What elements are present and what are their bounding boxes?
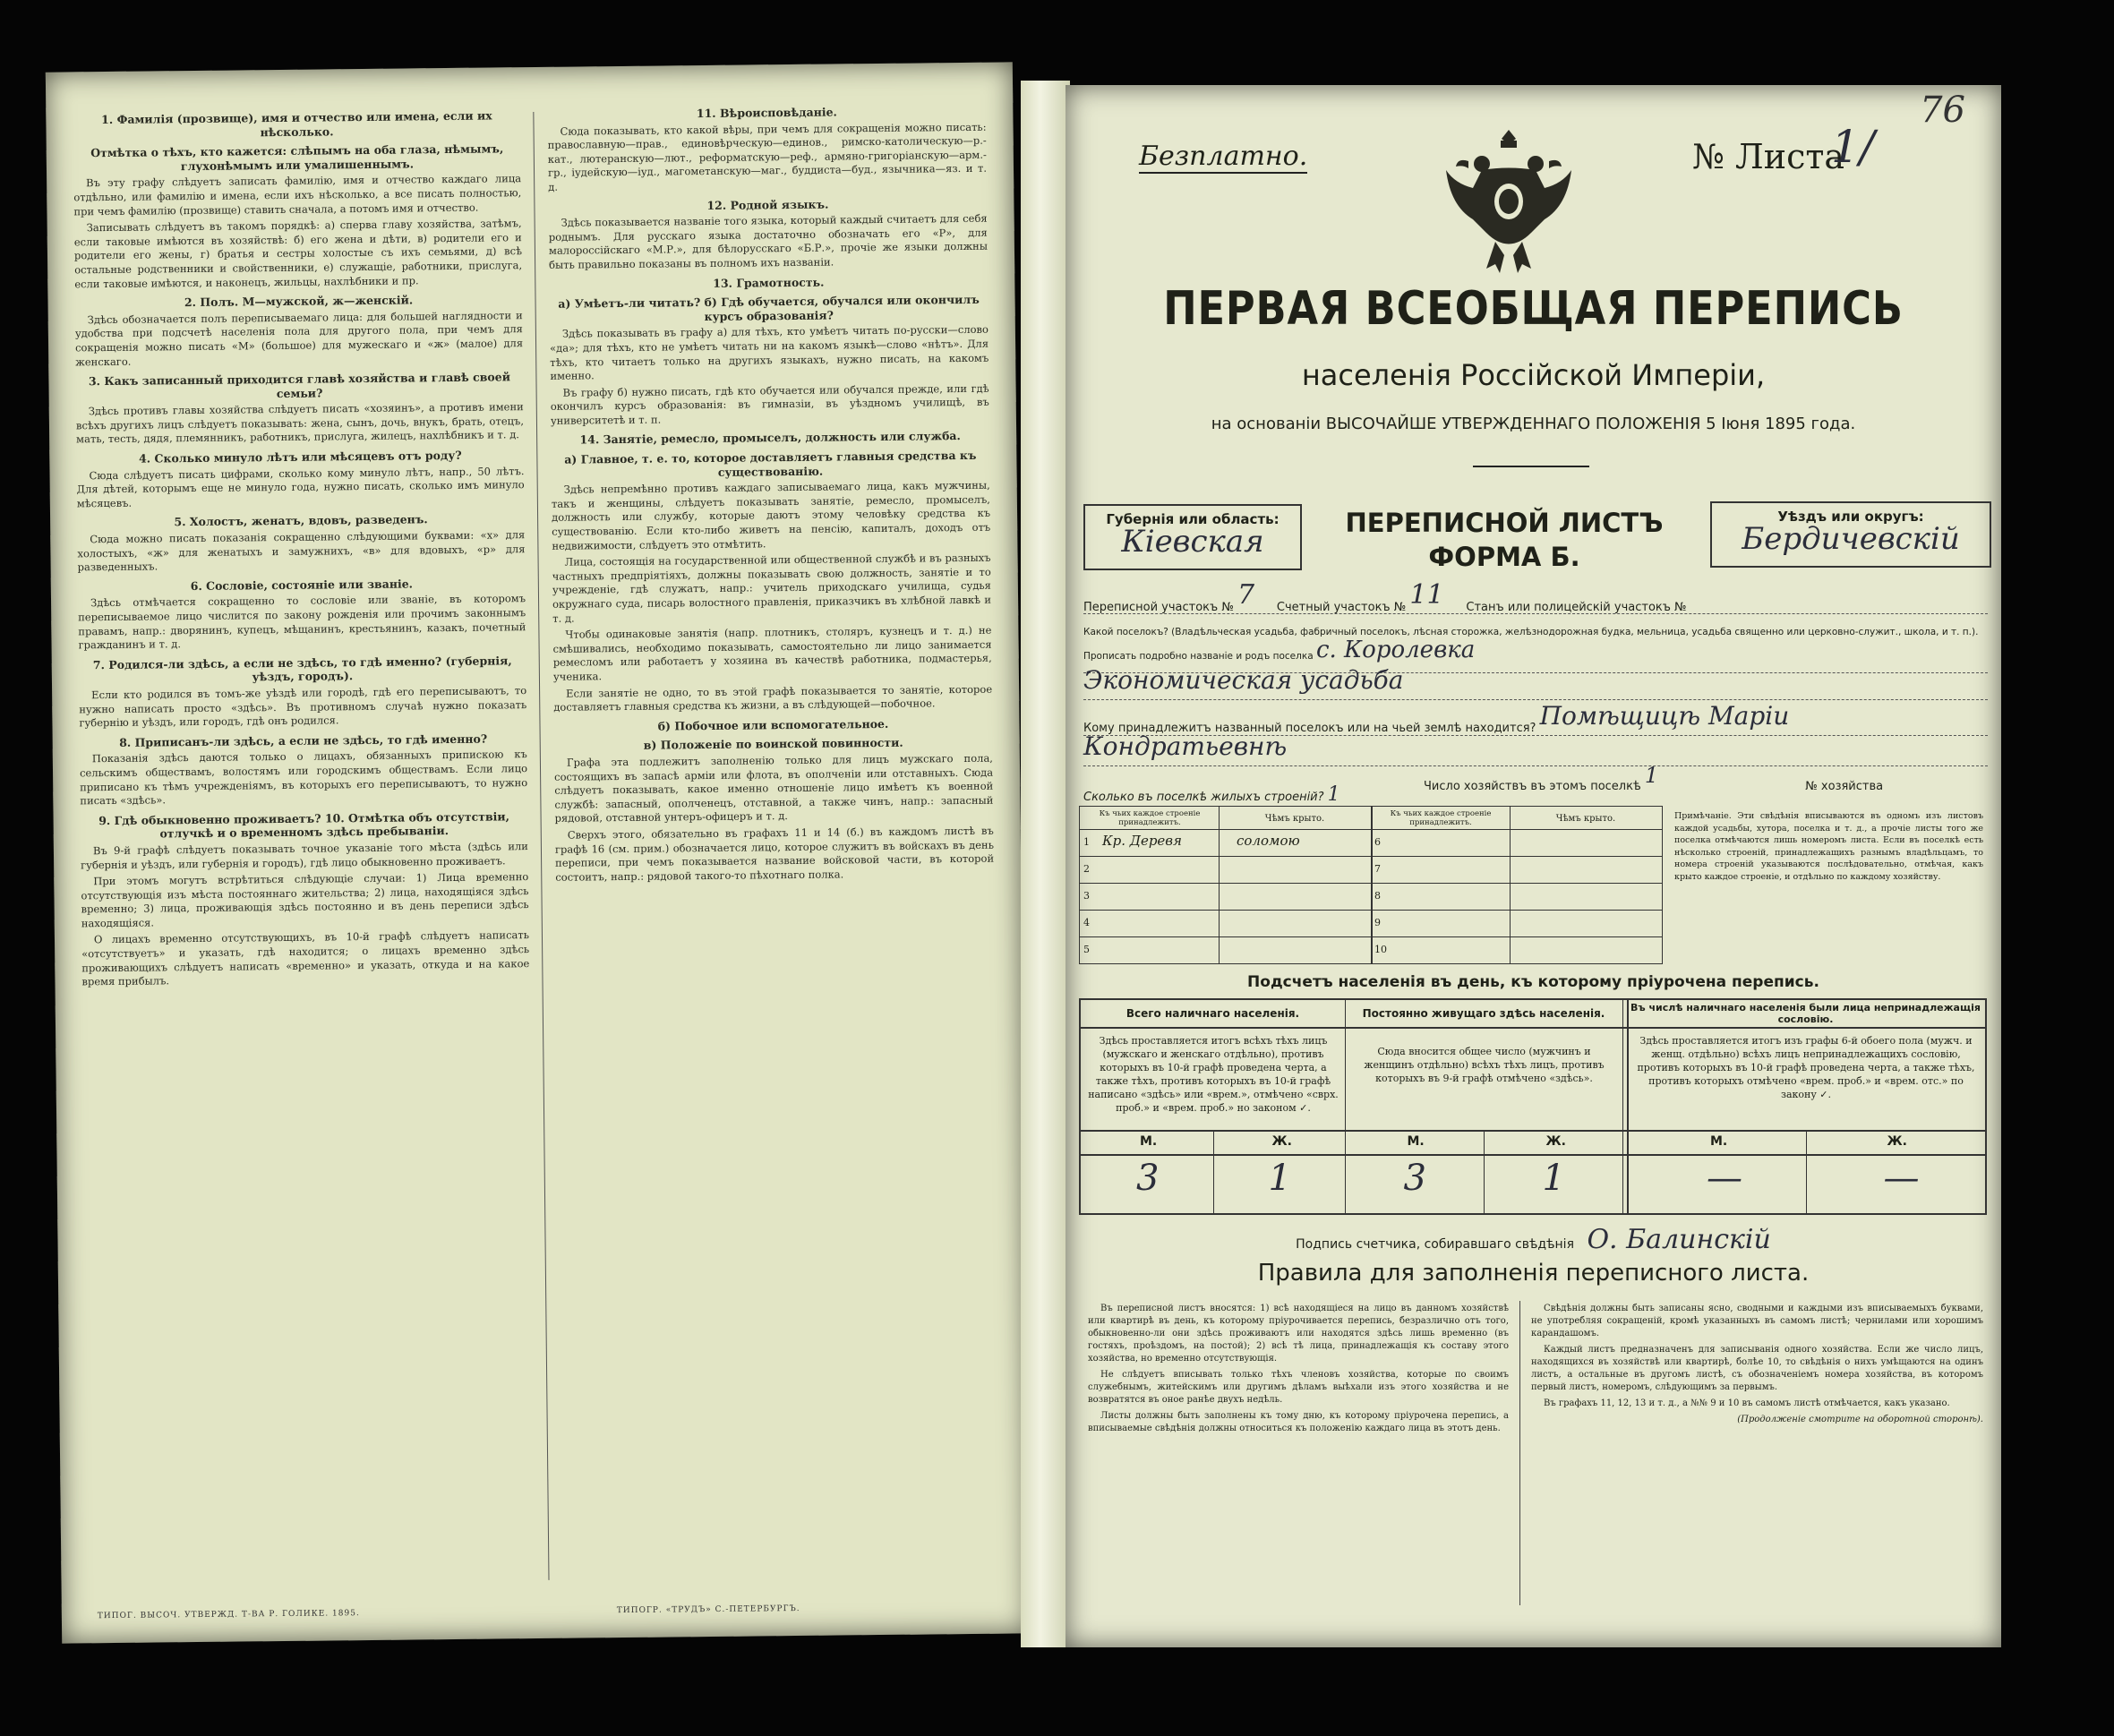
- column-divider: [533, 112, 549, 1580]
- paragraph: Сюда показывать, кто какой вѣры, при чемъ для сокращенія можно писать: православную—прав., единовѣрческую—единов., римско-католическую—р.-кат., лютеранскую—лют., реформатскую—реф., армяно-григоріанскую—арм.-гр., іудейскую—іуд., магометанскую—маг., буддиста—буд., язычника—яз. и т. д.: [547, 120, 988, 193]
- settlement-value-2: Экономическая усадьба: [1083, 665, 1404, 695]
- female-label: Ж.: [1271, 1134, 1292, 1149]
- count-header-rule: [1081, 1027, 1985, 1029]
- count-header-non-estate: Въ числѣ наличнаго населенія были лица непринадлежащія сословію.: [1630, 1002, 1981, 1025]
- table-row: [1080, 856, 1371, 857]
- paragraph: Графа эта подлежитъ заполненію только для лицъ мужскаго пола, состоящихъ въ запасѣ арміи или флота, въ ополченіи или отставныхъ. Сюда слѣдуетъ показывать, какое именно отношеніе лицо имѣетъ къ военной службѣ: запасный, ополченецъ, отставной, а также чинъ, напр.: запасный рядовой, отставной унтеръ-офицеръ и т. д.: [554, 751, 994, 825]
- paragraph: Записывать слѣдуетъ въ такомъ порядкѣ: а) сперва главу хозяйства, затѣмъ, если таковые имѣются въ хозяйствѣ: б) его жена и дѣти, в) родители его и родители его жены, г) братья и сестры холостые съ ихъ семьями, д) всѣ остальные родственники и свойственники, е) служащіе, работники, прислуга, если таковые имѣются, и наконецъ, жильцы, нахлѣбники и пр.: [73, 217, 523, 290]
- paragraph: Лица, состоящія на государственной или общественной службѣ и въ разныхъ частныхъ предпріятіяхъ, должны показывать свою должность, занятіе и то учрежденіе, гдѣ служатъ, напр.: учитель приходскаго училища, судья окружнаго суда, писарь волостного правленія, приказчикъ въ хлѣбной лавкѣ и т. д.: [552, 551, 992, 625]
- settlement-value: с. Королевка: [1315, 637, 1476, 663]
- paragraph: Если кто родился въ томъ-же уѣздѣ или городѣ, гдѣ его переписываютъ, то нужно написать просто «здѣсь». Въ противномъ случаѣ нужно показать губернію и уѣздъ, или городъ, гдѣ онъ родился.: [79, 684, 527, 730]
- count-subcol-rule: [1484, 1130, 1485, 1213]
- title-rule: [1473, 466, 1589, 467]
- paragraph: Показанія здѣсь даются только о лицахъ, обязанныхъ припискою къ сельскимъ обществамъ, волостямъ или городскимъ обществамъ. Если лицо приписано къ тѣмъ учрежденіямъ, въ которыхъ его переписываютъ, то нужно писать «здѣсь».: [79, 748, 528, 808]
- table-row: [1080, 883, 1371, 884]
- rules-footnote: (Продолженіе смотрите на оборотной сторонѣ).: [1737, 1415, 1983, 1424]
- gubernia-value: Кiевская: [1121, 524, 1264, 560]
- paragraph: Въ графу б) нужно писать, гдѣ кто обучается или обучался прежде, или гдѣ окончилъ курсъ образованія: въ гимназіи, въ уѣздномъ училищѣ, въ университетѣ и т. п.: [550, 381, 989, 427]
- male-label: М.: [1407, 1134, 1425, 1149]
- row-number: 5: [1083, 944, 1090, 955]
- paragraph: Здѣсь непремѣнно противъ каждаго записываемаго лица, какъ мужчины, такъ и женщины, слѣдуетъ показывать занятіе, ремесло, промыселъ, должность или службу, которые даютъ этому человѣку средства къ существованію. Если кто-либо живетъ на пенсію, капиталъ, доходъ отъ недвижимости, слѣдуетъ это отмѣтить.: [551, 478, 991, 552]
- count-subcol-rule: [1213, 1130, 1214, 1213]
- rules-paragraph: Не слѣдуетъ вписывать только тѣхъ членовъ хозяйства, которые по своимъ служебнымъ, житейскимъ или другимъ дѣламъ выѣхали изъ этого хозяйства и не возвратятся въ оное ранѣе двухъ недѣль.: [1088, 1370, 1509, 1405]
- census-subtitle: населенія Россійской Имперіи,: [1301, 358, 1766, 392]
- col-rule: [1510, 807, 1511, 963]
- owner-label: Кому принадлежитъ названный поселокъ или на чьей землѣ находится?: [1083, 722, 1536, 735]
- paragraph: Если занятіе не одно, то въ этой графѣ показывается то занятіе, которое доставляетъ главныя средства къ жизни, а въ слѣдующей—побочное.: [553, 682, 993, 714]
- row-number: 8: [1374, 890, 1381, 902]
- section-heading: 9. Гдѣ обыкновенно проживаетъ? 10. Отмѣтка объ отсутствіи, отлучкѣ и о временномъ здѣсь пребываніи.: [98, 809, 510, 841]
- section-heading: 4. Сколько минуло лѣтъ или мѣсяцевъ отъ роду?: [138, 448, 462, 466]
- row-number: 1: [1083, 836, 1090, 848]
- section-heading: а) Главное, т. е. то, которое доставляетъ главныя средства къ существованію.: [564, 448, 977, 479]
- households-label: Число хозяйствъ въ этомъ поселкѣ: [1424, 780, 1641, 793]
- paragraph: Здѣсь отмѣчается сокращенно то сословіе или званіе, въ которомъ переписываемое лицо числится по закону рожденія или прочимъ законнымъ правамъ, напр.: дворянинъ, купецъ, мѣщанинъ, крестьянинъ, казакъ, почетный гражданинъ и т. д.: [78, 592, 526, 652]
- signature-value: О. Балинскiй: [1587, 1224, 1771, 1255]
- precinct-line: [1083, 579, 1988, 614]
- buildings-value: 1: [1327, 783, 1340, 806]
- col-header: Къ чьих каждое строеніе принадлежитъ.: [1099, 809, 1201, 827]
- section-heading: в) Положеніе по воинской повинности.: [643, 736, 903, 753]
- free-label: Безплатно.: [1139, 141, 1308, 172]
- section-heading: 12. Родной языкъ.: [706, 197, 829, 212]
- male-label: М.: [1710, 1134, 1728, 1149]
- rules-paragraph: Въ переписной листъ вносятся: 1) всѣ находящіеся на лицо въ данномъ хозяйствѣ или квартирѣ въ день, къ которому пріурочивается перепись, безразлично отъ того, обыкновенно-ли они здѣсь проживаютъ или находятся здѣсь лишь временно (въ гостяхъ, проѣздомъ, на постой); 2) всѣ тѣ лица, принадлежащія къ составу этого хозяйства, но временно отсутствующія.: [1088, 1304, 1509, 1364]
- row-number: 7: [1374, 863, 1381, 875]
- table-row: [1080, 910, 1371, 911]
- households-value: 1: [1644, 763, 1659, 788]
- section-heading: 8. Приписанъ-ли здѣсь, а если не здѣсь, то гдѣ именно?: [119, 731, 488, 749]
- rules-title: Правила для заполненія переписного листа.: [1257, 1260, 1810, 1287]
- section-heading: 7. Родился-ли здѣсь, а если не здѣсь, то гдѣ именно? (губернія, уѣздъ, городъ).: [92, 654, 512, 684]
- section-heading: 1. Фамилія (прозвище), имя и отчество или имена, если их нѣсколько.: [101, 108, 492, 139]
- count-desc-present: Здѣсь проставляется итогъ всѣхъ тѣхъ лицъ (мужскаго и женскаго отдѣльно), противъ которыхъ въ 10-й графѣ проведена черта, а также тѣхъ, противъ которыхъ въ 10-й графѣ написано «здѣсь» или «врем.», отмѣчено «сврх. проб.» и «врем. проб.» но законом ✓.: [1088, 1035, 1339, 1114]
- form-type: ФОРМА Б.: [1428, 542, 1580, 572]
- enumerator-signature-line: [1066, 1224, 2001, 1255]
- row-number: 6: [1374, 836, 1381, 848]
- paragraph: Здѣсь обозначается полъ переписываемаго лица: для большей наглядности и удобства при подсчетѣ населенія пола для другого пола, при чемъ для сокращенія можно писать «М» (большое) для мужескаго и «ж» (малое) для женскаго.: [74, 308, 524, 368]
- count-header-present: Всего наличнаго населенія.: [1125, 1007, 1300, 1020]
- counting-precinct-value: 11: [1409, 579, 1444, 611]
- owner-value: Помѣщицѣ Марiи: [1539, 701, 1790, 731]
- count-desc-resident: Сюда вносится общее число (мужчинъ и женщинъ отдѣльно) всѣхъ тѣхъ лицъ, противъ которыхъ въ 9-й графѣ отмѣчено «здѣсь».: [1364, 1046, 1605, 1084]
- census-title: ПЕРВАЯ ВСЕОБЩАЯ ПЕРЕПИСЬ: [1163, 282, 1904, 336]
- left-page-column-2: [547, 98, 1002, 1603]
- table-row: [1080, 936, 1371, 937]
- form-heading: [1307, 506, 1701, 574]
- rules-column-2: [1531, 1303, 1983, 1430]
- gubernia-label: Губернія или область:: [1106, 511, 1280, 527]
- left-page: [46, 62, 1029, 1643]
- male-label: М.: [1140, 1134, 1158, 1149]
- paragraph: Сюда можно писать показанія сокращенно слѣдующими буквами: «х» для холостыхъ, «ж» для женатыхъ и замужнихъ, «в» для вдовыхъ, «р» для разведенныхъ.: [77, 528, 526, 574]
- table-row: [1371, 856, 1662, 857]
- table-row: [1080, 829, 1371, 830]
- col-header: Чѣмъ крыто.: [1555, 814, 1616, 824]
- paragraph: При этомъ могутъ встрѣтиться слѣдующіе случаи: 1) Лица временно отсутствующія изъ мѣста постояннаго жительства; 2) лица, находящіяся здѣсь временно; 3) лица, проживающія здѣсь постоянно и въ день переписи здѣсь находящіяся.: [81, 870, 529, 930]
- row-number: 4: [1083, 917, 1090, 928]
- buildings-table-divider: [1371, 807, 1373, 963]
- buildings-table: [1079, 806, 1663, 964]
- rules-divider: [1519, 1301, 1520, 1605]
- right-page: [1066, 85, 2001, 1647]
- settlement-line-2: [1083, 665, 1988, 700]
- row-number: 10: [1374, 944, 1387, 955]
- settlement-label: Какой поселокъ? (Владѣльческая усадьба, фабричный поселокъ, лѣсная сторожка, желѣзнодорожная будка, мельница, усадьба священно или церковно-служит., школа, и т. п.). Прописать подробно названіе и родъ поселка: [1083, 627, 1979, 662]
- section-heading: 6. Сословіе, состояніе или званіе.: [190, 577, 414, 593]
- count-value: 1: [1268, 1158, 1291, 1199]
- printer-imprint-right: ТИПОГР. «ТРУДЪ» С.-ПЕТЕРБУРГЪ.: [616, 1603, 800, 1616]
- paragraph: Въ 9-й графѣ слѣдуетъ показывать точное указаніе того мѣста (здѣсь или губернія и уѣздъ, или губернія и городъ), гдѣ лицо обыкновенно проживаетъ.: [81, 840, 528, 871]
- count-mf-rule-top: [1081, 1130, 1985, 1132]
- count-mf-rule-bottom: [1081, 1154, 1985, 1156]
- count-value: —: [1707, 1158, 1742, 1199]
- section-heading: а) Умѣетъ-ли читать? б) Гдѣ обучается, обучался или окончилъ курсъ образованія?: [558, 292, 980, 323]
- form-title: ПЕРЕПИСНОЙ ЛИСТЪ: [1345, 508, 1664, 538]
- count-value: —: [1883, 1158, 1920, 1199]
- row-number: 2: [1083, 863, 1090, 875]
- police-precinct-label: Станъ или полицейскій участокъ №: [1466, 601, 1687, 614]
- paragraph: Въ эту графу слѣдуетъ записать фамилію, имя и отчество каждаго лица отдѣльно, или фамилію и имена, если ихъ нѣсколько, а все писать полностью, при чемъ фамилію (прозвище) ставить сначала, а потомъ имя и отчество.: [73, 172, 522, 218]
- female-label: Ж.: [1887, 1134, 1907, 1149]
- rules-paragraph: Листы должны быть заполнены къ тому дню, къ которому пріурочена перепись, а вписываемые свѣдѣнія должны относиться къ положенію каждаго лица въ этотъ день.: [1088, 1411, 1509, 1433]
- count-col-divider: [1627, 1000, 1629, 1213]
- table-row: [1371, 883, 1662, 884]
- buildings-label: Сколько въ поселкѣ жилыхъ строеній?: [1083, 791, 1324, 804]
- precinct-label: Переписной участокъ №: [1083, 601, 1234, 614]
- household-number-label: № хозяйства: [1805, 780, 1884, 793]
- col-header: Чѣмъ крыто.: [1264, 814, 1325, 824]
- buildings-line: [1083, 783, 1340, 806]
- counting-precinct-label: Счетный участокъ №: [1276, 601, 1407, 614]
- uezd-value: Бердичевскiй: [1742, 521, 1960, 557]
- population-count-table: [1079, 998, 1987, 1215]
- count-value: 1: [1542, 1158, 1565, 1199]
- table-row: [1371, 829, 1662, 830]
- table-row: [1371, 910, 1662, 911]
- count-value: 3: [1136, 1158, 1160, 1199]
- female-label: Ж.: [1545, 1134, 1566, 1149]
- count-value: 3: [1403, 1158, 1426, 1199]
- section-heading: 3. Какъ записанный приходится главѣ хозяйства и главѣ своей семьи?: [88, 370, 511, 400]
- rules-column-1: [1088, 1303, 1509, 1439]
- row-number: 9: [1374, 917, 1381, 928]
- list-number-value: 1/: [1831, 121, 1875, 173]
- rules-paragraph: Свѣдѣнія должны быть записаны ясно, сводными и каждыми изъ вписываемыхъ буквами, не употребляя сокращеній, кромѣ указанныхъ въ самомъ листѣ; чернилами или хорошимъ карандашомъ.: [1531, 1304, 1983, 1338]
- paragraph: Чтобы одинаковые занятія (напр. плотникъ, столяръ, кузнецъ и т. д.) не смѣшивались, необходимо показывать, самостоятельно ли лицо занимается ремесломъ или работаетъ у хозяина въ качествѣ работника, подмастерья, ученика.: [552, 623, 992, 683]
- table-row: [1371, 936, 1662, 937]
- rules-paragraph: Каждый листъ предназначенъ для записыванія одного хозяйства. Если же число лицъ, находящихся въ хозяйствѣ или квартирѣ, болѣе 10, то свѣдѣнія о нихъ умѣщаются на одинъ листъ, а остальные въ другомъ листѣ, съ обозначеніемъ номера хозяйства, въ которомъ первый листъ, номеромъ, слѣдующимъ за первымъ.: [1531, 1345, 1983, 1392]
- section-heading: б) Побочное или вспомогательное.: [657, 716, 889, 733]
- paragraph: Сверхъ этого, обязательно въ графахъ 11 и 14 (б.) въ каждомъ листѣ въ графѣ 16 (см. прим.) обозначается лицо, которое служитъ въ войскахъ въ день переписи, при чемъ показывается название войсковой части, въ которой состоитъ, напр.: рядовой такого-то пѣхотнаго полка.: [554, 824, 995, 884]
- left-page-column-1: [73, 103, 536, 1607]
- uezd-label: Уѣздъ или округъ:: [1777, 509, 1924, 525]
- section-heading: Отмѣтка о тѣхъ, кто кажется: слѣпымъ на оба глаза, нѣмымъ, глухонѣмымъ или умалишеннымъ.: [90, 141, 504, 173]
- row-value: соломою: [1237, 833, 1300, 849]
- section-heading: 13. Грамотность.: [713, 275, 825, 290]
- owner-value-2: Кондратьевнѣ: [1083, 731, 1288, 761]
- gubernia-box: [1083, 504, 1302, 570]
- list-number-label: № Листа: [1692, 137, 1845, 176]
- uezd-box: [1710, 501, 1991, 568]
- buildings-note: Примѣчаніе. Эти свѣдѣнія вписываются въ одномъ изъ листовъ каждой усадьбы, хутора, поселка и т. д., а прочіе листы того же поселка отмѣчаются лишь номеромъ листа. Если въ поселкѣ есть нѣсколько строеній, принадлежащихъ разнымъ владѣльцамъ, то номера строеній указываются послѣдовательно, отмѣчая, какъ крыто каждое строеніе, и отдѣльно по каждому хозяйству.: [1674, 811, 1983, 882]
- count-header-resident: Постоянно живущаго здѣсь населенія.: [1362, 1007, 1605, 1020]
- count-desc-non-estate: Здѣсь проставляется итогъ изъ графы 6-й обоего пола (мужч. и женщ. отдѣльно) всѣхъ лицъ непринадлежащихъ сословію, противъ которыхъ въ 10-й графѣ проведена черта, а также тѣхъ, противъ которыхъ отмѣчено «врем. проб.» и «врем. отс.» по закону ✓.: [1637, 1035, 1975, 1100]
- section-heading: 5. Холостъ, женатъ, вдовъ, разведенъ.: [174, 512, 428, 529]
- col-header: Къ чьих каждое строеніе принадлежитъ.: [1390, 809, 1492, 827]
- section-heading: 14. Занятіе, ремесло, промыселъ, должность или служба.: [579, 429, 961, 447]
- owner-line-2: [1083, 731, 1988, 766]
- paragraph: Здѣсь противъ главы хозяйства слѣдуетъ писать «хозяинъ», а противъ имени всѣхъ другихъ лицъ слѣдуетъ показывать: жена, сынъ, дочь, внукъ, брать, отецъ, мать, тесть, дядя, племянникъ, работникъ, прислуга, жилецъ, нахлѣбникъ и т. д.: [75, 400, 525, 446]
- precinct-value: 7: [1237, 579, 1255, 611]
- section-heading: 11. Вѣроисповѣданіе.: [696, 105, 837, 121]
- row-number: 3: [1083, 890, 1090, 902]
- count-subcol-rule: [1806, 1130, 1807, 1213]
- paragraph: Сюда слѣдуетъ писать цифрами, сколько кому минуло лѣтъ, напр., 50 лѣтъ. Для дѣтей, которымъ еще не минуло года, нужно писать, сколько имъ минуло мѣсяцевъ.: [76, 464, 525, 510]
- row-value: Кр. Деревя: [1102, 833, 1182, 849]
- page-number: 76: [1920, 90, 1965, 131]
- paragraph: О лицахъ временно отсутствующихъ, въ 10-й графѣ слѣдуетъ написать «отсутствуетъ» и указать, гдѣ находится; о лицахъ временно здѣсь проживающихъ слѣдуетъ написать «временно» и указать, откуда и на какое время прибылъ.: [81, 928, 530, 988]
- printer-imprint-left: ТИПОГ. ВЫСОЧ. УТВЕРЖД. Т-ВА Р. ГОЛИКЕ. 1895.: [97, 1609, 360, 1621]
- census-legal-basis: на основаніи ВЫСОЧАЙШЕ УТВЕРЖДЕННАГО ПОЛОЖЕНІЯ 5 Іюня 1895 года.: [1211, 415, 1856, 433]
- population-count-heading: Подсчетъ населенія въ день, къ которому пріурочена перепись.: [1247, 973, 1819, 991]
- col-rule: [1219, 807, 1220, 963]
- rules-paragraph: Въ графахъ 11, 12, 13 и т. д., а №№ 9 и 10 въ самомъ листѣ отмѣчается, какъ указано.: [1544, 1398, 1950, 1408]
- book-spine: [1021, 81, 1070, 1647]
- paragraph: Здѣсь показывать въ графу а) для тѣхъ, кто умѣетъ читать по-русски—слово «да»; для тѣхъ, кто не умѣетъ читать ни на какомъ языкѣ—слово «нѣтъ». Для тѣхъ, кто читаетъ только на другихъ языкахъ, нужно писать, на какомъ именно.: [550, 323, 989, 382]
- paragraph: Здѣсь показывается названіе того языка, который каждый считаетъ для себя роднымъ. Для русскаго языка достаточно обозначать его «Р», для малороссійскаго «М.Р.», для бѣлорусскаго «Б.Р.», прочіе же языки должны быть правильно показаны въ полномъ ихъ названіи.: [548, 211, 989, 271]
- signature-label: Подпись счетчика, собиравшаго свѣдѣнія: [1296, 1237, 1574, 1252]
- section-heading: 2. Полъ. М—мужской, ж—женскій.: [184, 293, 414, 310]
- double-headed-eagle-emblem: [1442, 121, 1576, 282]
